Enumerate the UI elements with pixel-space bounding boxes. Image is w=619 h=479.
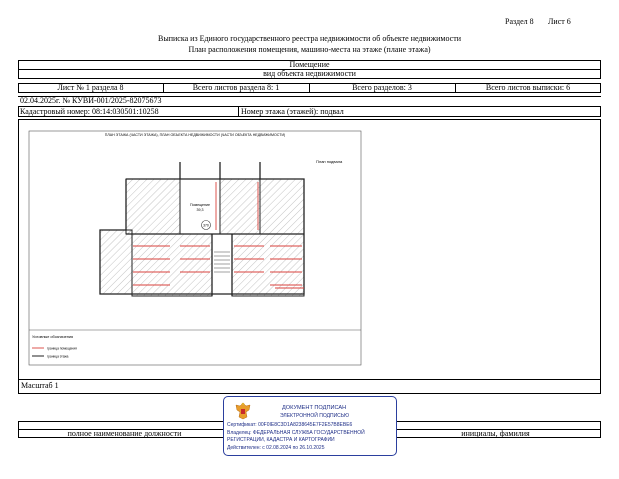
date-and-number: 02.04.2025г. № КУВИ-001/2025-82075673: [20, 96, 162, 105]
electronic-signature-stamp: [223, 396, 397, 456]
hatched-block: [100, 230, 132, 294]
stamp-title: ДОКУМЕНТ ПОДПИСАН: [282, 405, 347, 411]
position-caption: полное наименование должности: [67, 429, 182, 438]
russian-eagle-emblem: [234, 401, 252, 421]
total-sheets-section: Всего листов раздела 8: 1: [192, 83, 280, 92]
plan-heading: ПЛАН ЭТАЖА (ЧАСТИ ЭТАЖА), ПЛАН ОБЪЕКТА НЕДВИЖИМОСТИ (ЧАСТИ ОБЪЕКТА НЕДВИЖИМОСТИ): [104, 133, 286, 137]
hatched-block: [132, 234, 212, 296]
legend-item-room: граница помещения: [47, 346, 77, 351]
room-label: Помещение: [190, 203, 210, 207]
hatched-block: [260, 179, 304, 234]
section-label: Раздел 8: [505, 17, 534, 26]
cadastral-number: Кадастровый номер: 08:14:030501:10258: [20, 107, 159, 116]
name-caption: инициалы, фамилия: [461, 429, 530, 438]
record-row-divider: [238, 106, 239, 117]
plan-frame-divider: [18, 379, 601, 380]
stamp-owner-continued: РЕГИСТРАЦИИ, КАДАСТРА И КАРТОГРАФИИ: [227, 437, 335, 443]
hatched-block: [126, 179, 180, 234]
object-kind-caption: вид объекта недвижимости: [263, 69, 356, 78]
legend-title: Условные обозначения: [32, 335, 74, 339]
hatched-block: [220, 179, 260, 234]
legend-item-floor: граница этажа: [47, 354, 69, 359]
sheet-of-section: Лист № 1 раздела 8: [57, 83, 124, 92]
sheet-label: Лист 6: [548, 17, 571, 26]
stamp-owner: Владелец: ФЕДЕРАЛЬНАЯ СЛУЖБА ГОСУДАРСТВЕННОЙ: [227, 430, 365, 436]
floor-plan: [20, 122, 600, 378]
floor-number: Номер этажа (этажей): подвал: [241, 107, 344, 116]
document-subtitle: План расположения помещения, машино-места на этаже (плане этажа): [188, 45, 431, 54]
total-sections: Всего разделов: 3: [352, 83, 412, 92]
object-type-label: Помещение: [289, 60, 330, 69]
stamp-validity: Действителен: с 02.08.2024 по 26.10.2025: [227, 445, 325, 451]
document-title: Выписка из Единого государственного реестра недвижимости об объекте недвижимости: [158, 34, 461, 43]
staircase: [214, 252, 230, 272]
plan-title: План подвала: [316, 159, 343, 164]
stamp-subtitle: ЭЛЕКТРОННОЙ ПОДПИСЬЮ: [280, 413, 350, 419]
room-area: 39,3: [196, 208, 204, 212]
stamp-certificate: Сертификат: 00F0IE8C3D1A8238645Е7F2E57В8ЕВЕ6: [227, 422, 353, 428]
hatched-block: [232, 234, 304, 296]
room-number: 370: [203, 223, 209, 228]
total-sheets-extract: Всего листов выписки: 6: [485, 83, 571, 92]
scale-label: Масштаб 1: [21, 381, 59, 390]
